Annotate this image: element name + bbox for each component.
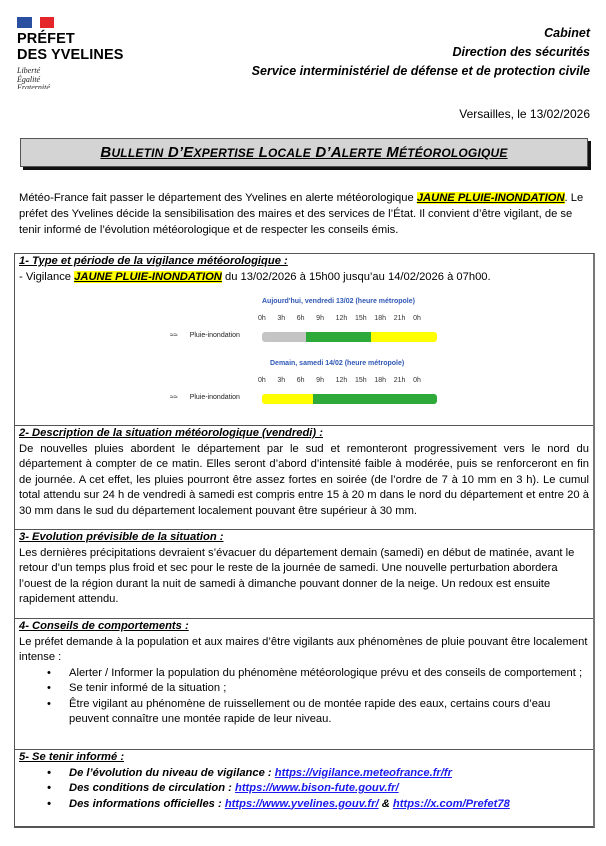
vigilance-period: - Vigilance JAUNE PLUIE-INONDATION du 13/02/2026 à 15h00 jusqu’au 14/02/2026 à 07h00. xyxy=(19,270,491,283)
bulletin-title-box xyxy=(20,138,588,167)
section-title: 3- Evolution prévisible de la situation : xyxy=(19,531,224,543)
timeline-bar xyxy=(262,394,437,404)
section-text: Le préfet demande à la population et aux maires d’être vigilants aux phénomènes de pluie pouvant être localement intense : xyxy=(19,635,588,663)
prefecture-name: PRÉFET DES YVELINES xyxy=(17,31,124,63)
rain-flood-icon: ≈≈ xyxy=(170,332,178,339)
intro-paragraph: Météo-France fait passer le département des Yvelines en alerte météorologique JAUNE PLUIE-INONDATION. Le préfet des Yvelines décide la sensibilisation des maires et des services de l’État. Il convient d’être vigilant, de se tenir informé de l’évolution météorologique et de respecter les conseils émis. xyxy=(19,192,584,236)
republic-motto: Liberté Égalité Fraternité xyxy=(17,67,50,89)
info-links-list xyxy=(19,766,589,813)
phenomenon-label: ≈≈ Pluie-inondation xyxy=(170,394,240,401)
french-flag-icon xyxy=(17,17,54,28)
list-item: • Des conditions de circulation : https://www.bison-fute.gouv.fr/ xyxy=(57,781,589,797)
section-title: 4- Conseils de comportements : xyxy=(19,620,189,632)
vigilance-link[interactable]: https://vigilance.meteofrance.fr/fr xyxy=(274,766,452,779)
document-date: Versailles, le 13/02/2026 xyxy=(459,107,590,121)
issuing-service: Cabinet Direction des sécurités Service interministériel de défense et de protection civile xyxy=(251,26,590,78)
list-item: • Alerter / Informer la population du phénomène météorologique prévu et des conseils de comportement ; xyxy=(57,666,589,682)
section-title: 5- Se tenir informé : xyxy=(19,751,125,763)
list-item: • Être vigilant au phénomène de ruissellement ou de montée rapide des eaux, certains cours d’eau peuvent connaître une montée rapide de leur niveau. xyxy=(57,697,589,728)
alert-level-highlight: JAUNE PLUIE-INONDATION xyxy=(416,192,565,204)
timeline-heading: Aujourd'hui, vendredi 13/02 (heure métropole) xyxy=(262,298,415,305)
section-title: 2- Description de la situation météorologique (vendredi) : xyxy=(19,427,323,439)
section-text: De nouvelles pluies abordent le département par le sud et remonteront progressivement vers le nord du département à compter de ce matin. Elles seront d’abord d’intensité faible à modérée, puis se renforceront en fin de journée. A cet effet, les pluies pourront être assez fortes en soirée (de l’ordre de 7 à 10 mm en 3 h). Le cumul total attendu sur 24 h de vendredi à samedi est compris entre 15 à 20 m dans le nord du département et entre 20 à 30 mm dans le sud du département localement pouvant être supérieur à 30 mm. xyxy=(19,442,589,517)
timeline-hour-ticks: 0h 3h 6h 9h 12h 15h 18h 21h 0h xyxy=(258,315,421,322)
section-forecast-evolution xyxy=(15,529,593,618)
bulletin-title: BULLETIN D’EXPERTISE LOCALE D’ALERTE MÉTÉOROLOGIQUE xyxy=(100,144,508,161)
advice-list xyxy=(19,666,589,728)
segment-past xyxy=(262,332,306,342)
segment-green xyxy=(306,332,372,342)
segment-yellow xyxy=(262,394,313,404)
x-prefet78-link[interactable]: https://x.com/Prefet78 xyxy=(392,797,510,810)
bison-fute-link[interactable]: https://www.bison-fute.gouv.fr/ xyxy=(234,782,399,794)
segment-yellow xyxy=(371,332,437,342)
phenomenon-label: ≈≈ Pluie-inondation xyxy=(170,332,240,339)
yvelines-gouv-link[interactable]: https://www.yvelines.gouv.fr/ xyxy=(224,797,379,810)
section-weather-description xyxy=(15,425,593,529)
list-item: • Se tenir informé de la situation ; xyxy=(57,681,589,697)
timeline-heading: Demain, samedi 14/02 (heure métropole) xyxy=(270,360,405,367)
section-title: 1- Type et période de la vigilance météorologique : xyxy=(19,255,288,267)
section-behaviour-advice xyxy=(15,618,593,749)
list-item: • Des informations officielles : https://www.yvelines.gouv.fr/ & https://x.com/Prefet78 xyxy=(57,797,589,813)
section-text: Les dernières précipitations devraient s’évacuer du département demain (samedi) en début de matinée, avant le retour d’un temps plus froid et sec pour le reste de la journée de samedi. Une nouvelle perturbation abordera l’ouest de la région durant la nuit de samedi à dimanche pouvant donner de la neige. Un redoux est ensuite rapidement attendu. xyxy=(19,546,575,605)
rain-flood-icon: ≈≈ xyxy=(170,394,178,401)
section-stay-informed xyxy=(15,749,593,826)
timeline-hour-ticks: 0h 3h 6h 9h 12h 15h 18h 21h 0h xyxy=(258,377,421,384)
list-item: • De l’évolution du niveau de vigilance : https://vigilance.meteofrance.fr/fr xyxy=(57,766,589,782)
alert-level-highlight: JAUNE PLUIE-INONDATION xyxy=(74,270,222,283)
timeline-bar xyxy=(262,332,437,342)
segment-green xyxy=(313,394,437,404)
